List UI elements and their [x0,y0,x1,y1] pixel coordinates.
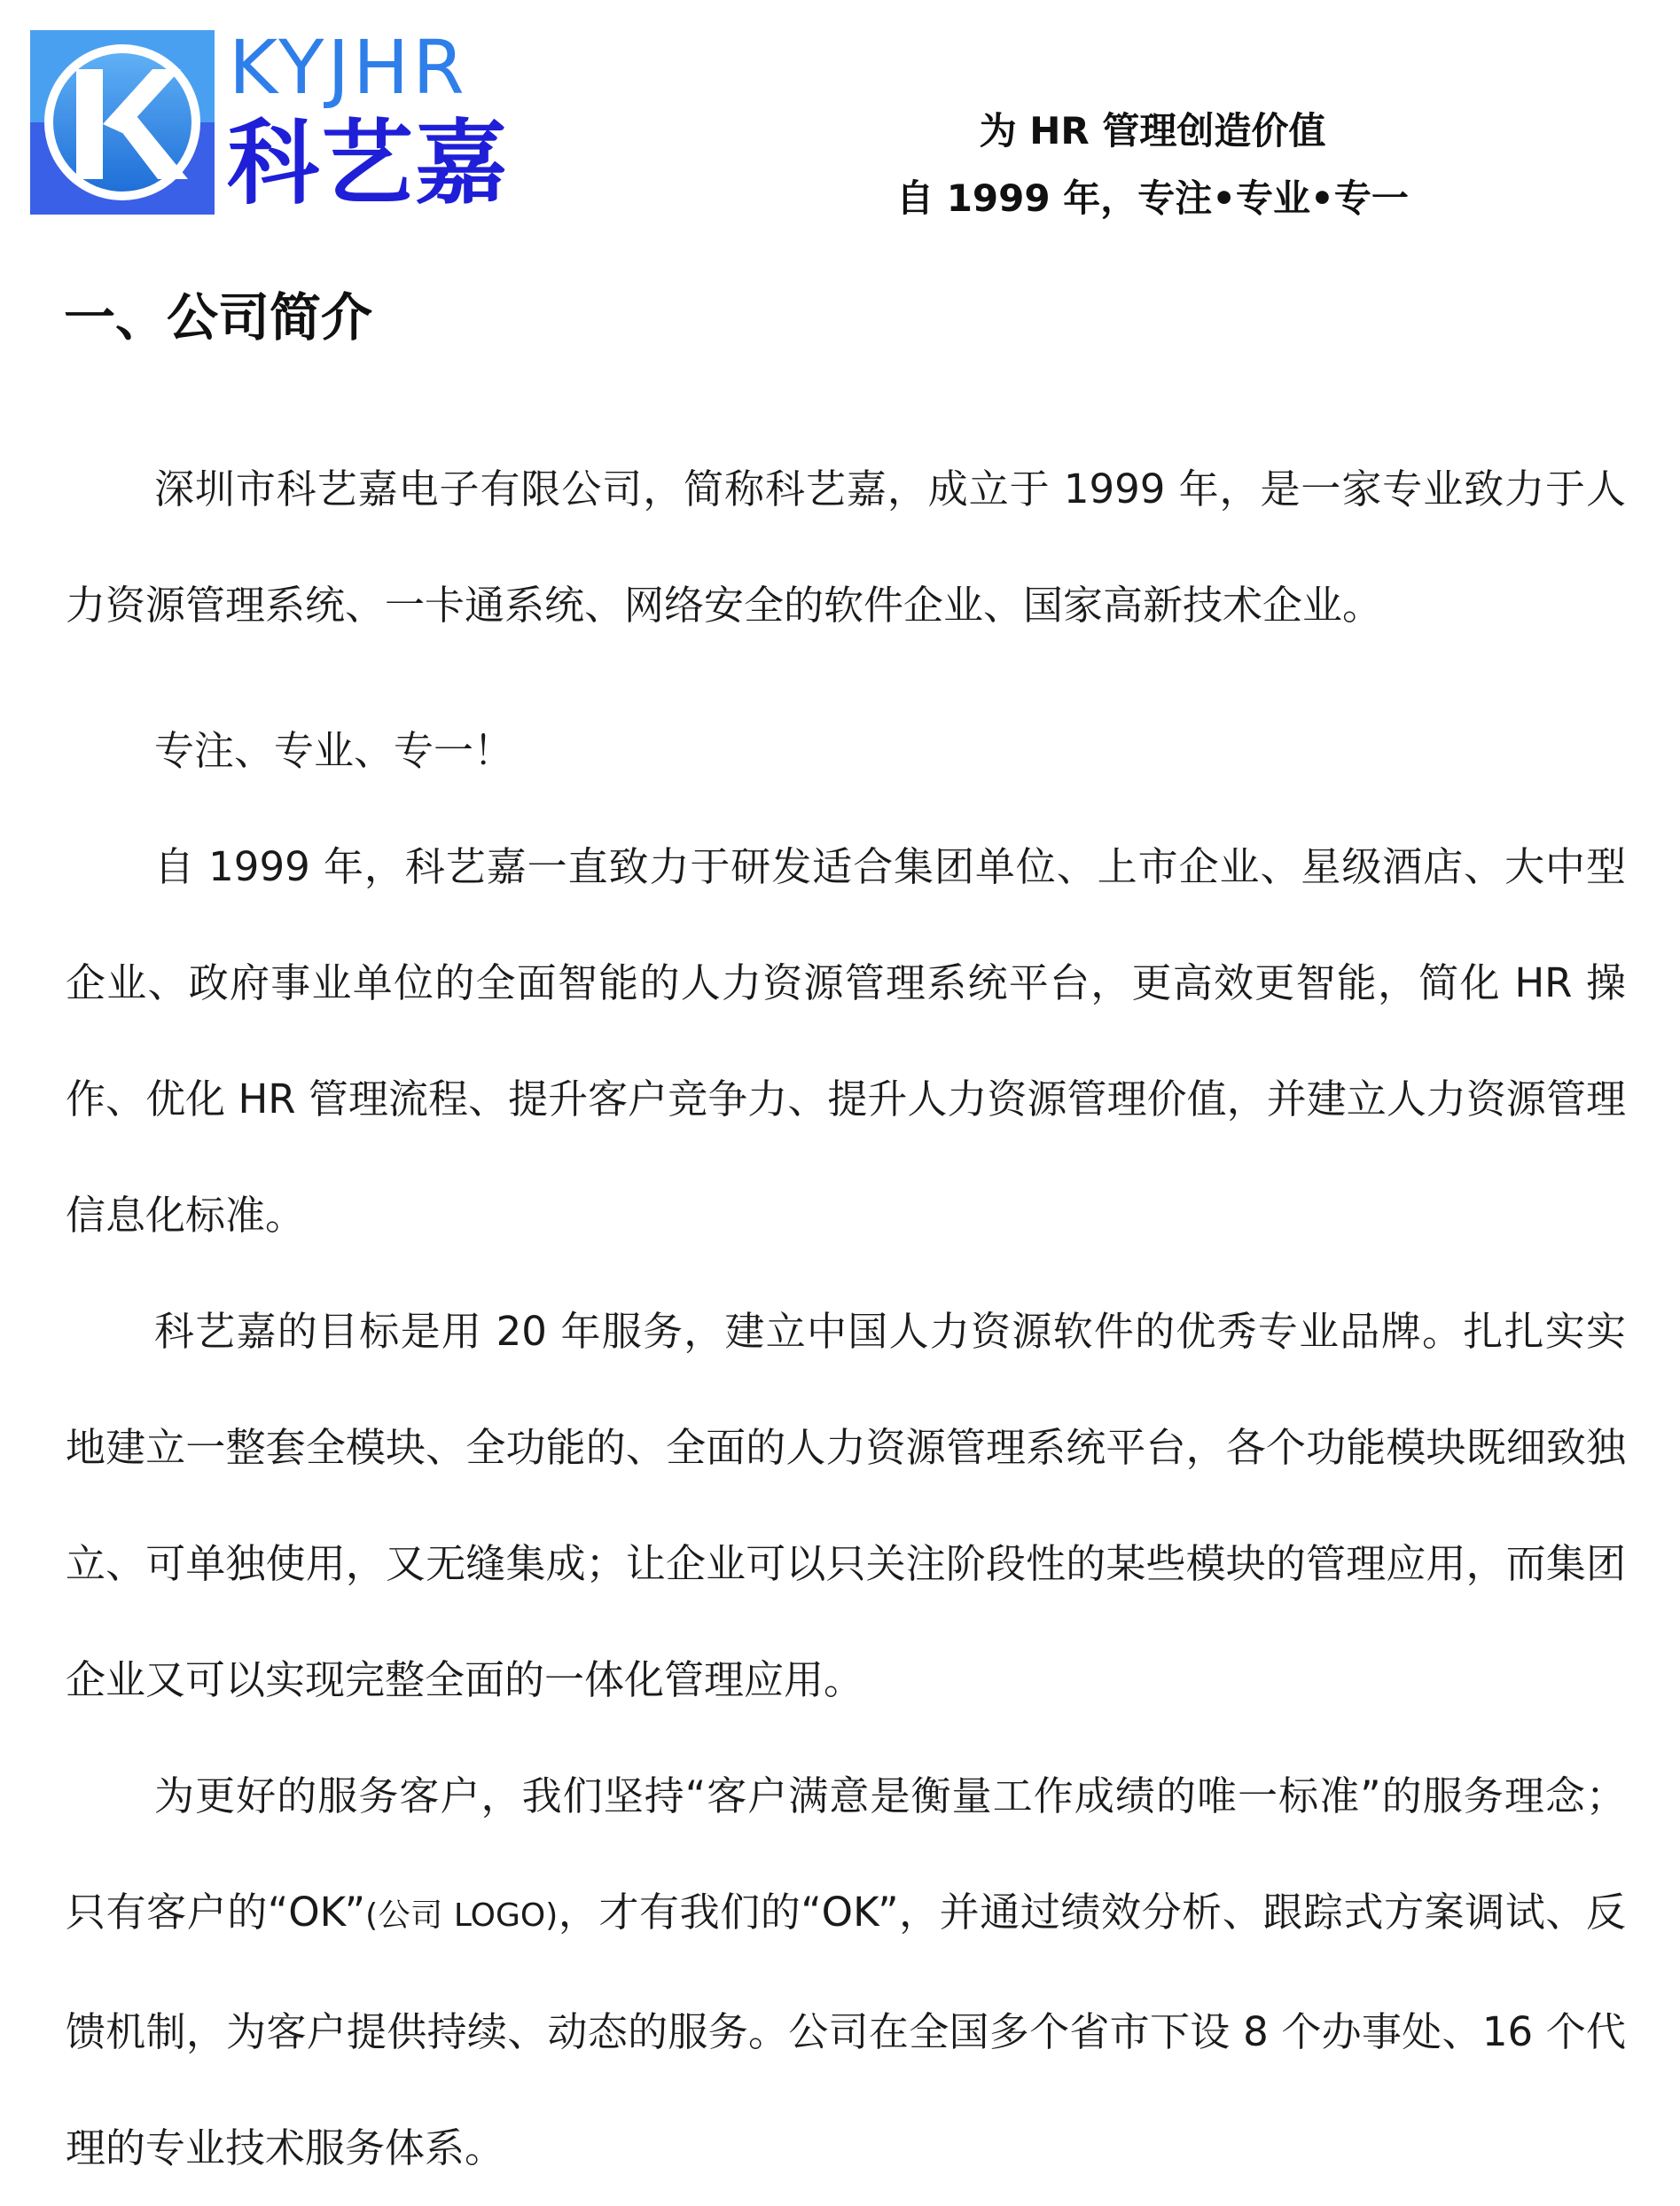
service-text-part-2: ，才有我们的“OK”，并通过绩效分析、跟踪式方案调试、反馈机制，为客户提供持续、动态的服务。公司在全国多个省市下设 8 个办事处、16 个代理的专业技术服务体系。 [66,1889,1626,2171]
paragraph-history: 自 1999 年，科艺嘉一直致力于研发适合集团单位、上市企业、星级酒店、大中型企业、政府事业单位的全面智能的人力资源管理系统平台，更高效更智能，简化 HR 操作、优化 HR 管理流程、提升客户竞争力、提升人力资源管理价值，并建立人力资源管理信息化标准。 [66,843,1626,1239]
logo-chinese-text: 科艺嘉 [227,109,510,217]
section-title: 一、公司简介 [64,287,373,348]
slogan-line-1: 为 HR 管理创造价值 [979,109,1326,153]
logo-note: (公司 LOGO) [365,1897,559,1934]
slogan-line-2: 自 1999 年，专注•专业•专一 [896,176,1409,220]
paragraph-goal: 科艺嘉的目标是用 20 年服务，建立中国人力资源软件的优秀专业品牌。扎扎实实地建立一整套全模块、全功能的、全面的人力资源管理系统平台，各个功能模块既细致独立、可单独使用，又无缝集成；让企业可以只关注阶段性的某些模块的管理应用，而集团企业又可以实现完整全面的一体化管理应用。 [66,1308,1626,1703]
logo-english-text: KYJHR [229,24,468,111]
paragraph-service [66,1738,1626,2206]
paragraph-intro: 深圳市科艺嘉电子有限公司，简称科艺嘉，成立于 1999 年，是一家专业致力于人力资源管理系统、一卡通系统、网络安全的软件企业、国家高新技术企业。 [66,465,1626,629]
company-intro-body [66,431,1626,2206]
kyjhr-logo-icon [30,30,215,215]
paragraph-motto: 专注、专业、专一！ [154,727,514,774]
service-text-part-1: 为更好的服务客户，我们坚持“客户满意是衡量工作成绩的唯一标准”的服务理念；只有客户的“OK” [66,1772,1626,1936]
document-header [0,0,1680,239]
